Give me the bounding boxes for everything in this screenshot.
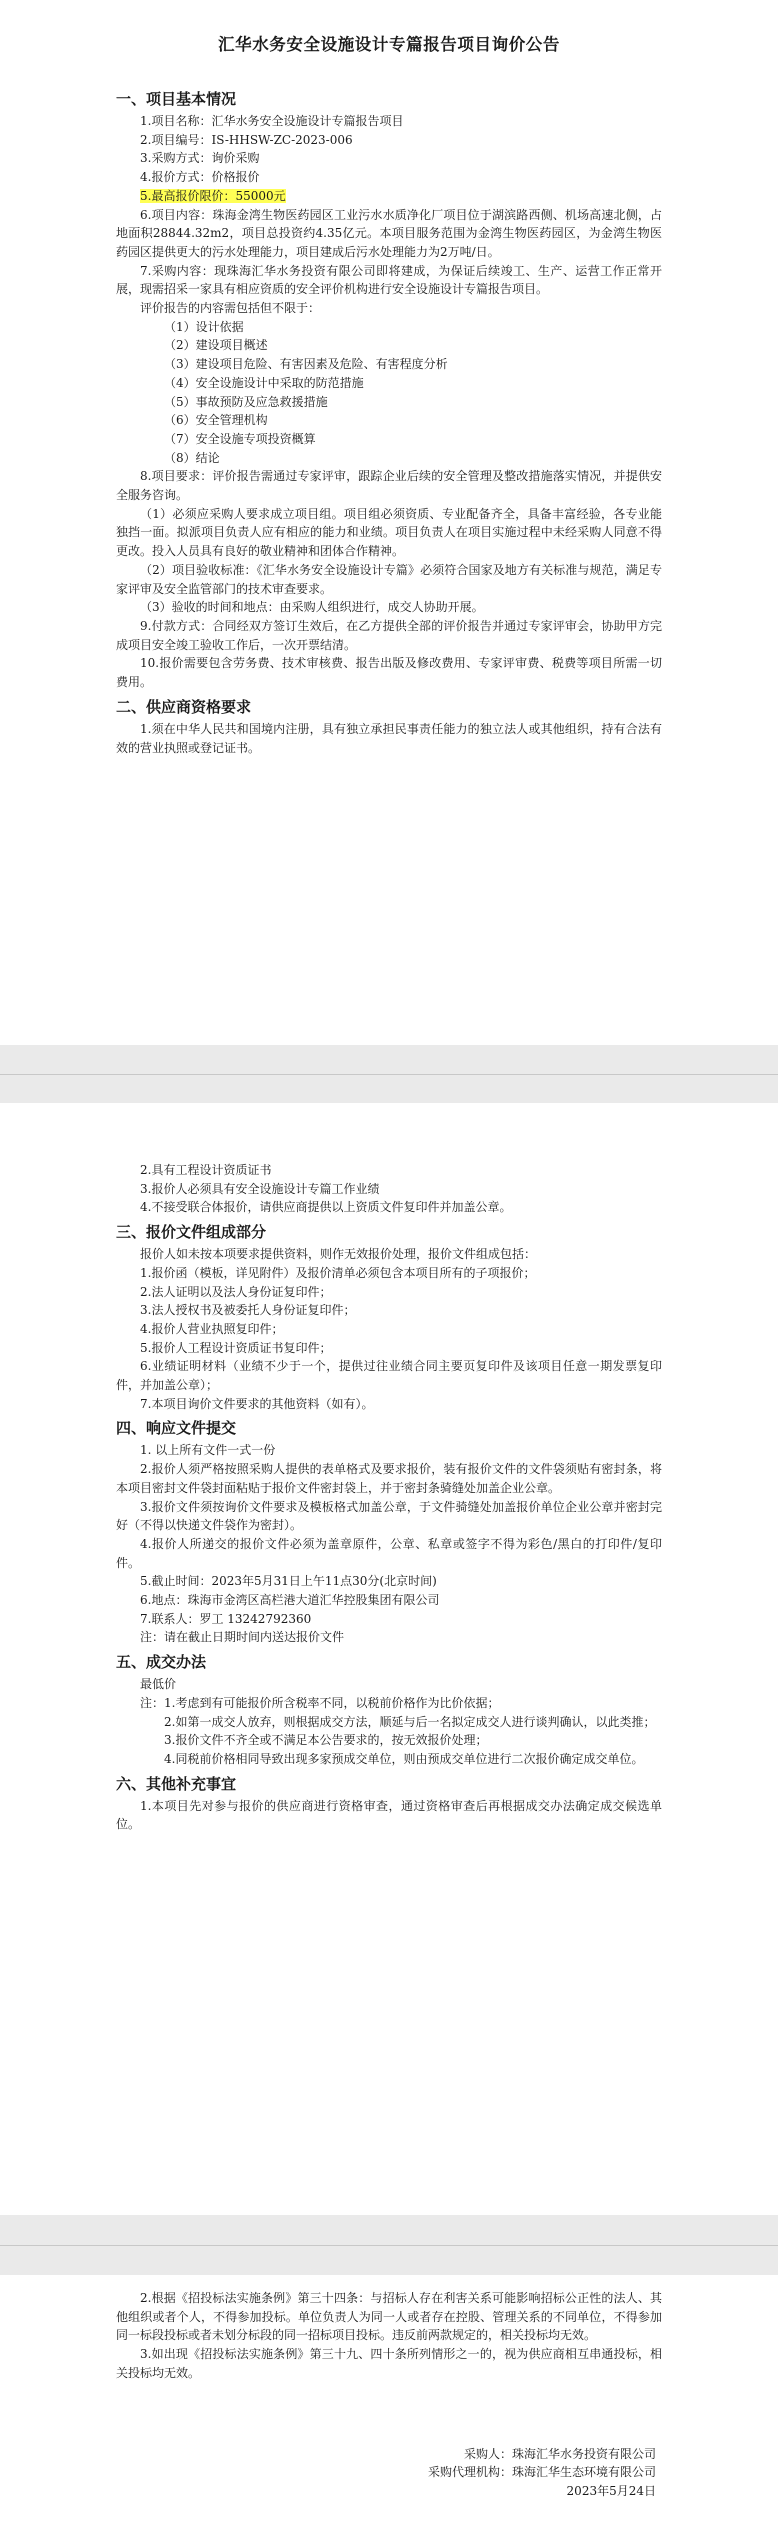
submission-note: 注：请在截止日期时间内送达报价文件 [140, 1630, 345, 1645]
list-item: 2.报价人须严格按照采购人提供的表单格式及要求报价，装有报价文件的文件袋须贴有密封条，将本项目密封文件袋封面粘贴于报价文件密封袋上，并于密封条骑缝处加盖企业公章。 [116, 1462, 662, 1495]
list-item: 1.报价函（模板，详见附件）及报价清单必须包含本项目所有的子项报价； [140, 1265, 536, 1280]
project-requirement-3: （3）验收的时间和地点：由采购人组织进行，成交人协助开展。 [140, 600, 484, 615]
purchaser: 采购人：珠海汇华水务投资有限公司 [463, 2446, 656, 2461]
page-3 [0, 2275, 778, 2521]
award-note-2: 2.如第一成交人放弃，则根据成交方法，顺延与后一名拟定成交人进行谈判确认，以此类推； [164, 1714, 656, 1729]
section-2-heading: 二、供应商资格要求 [116, 697, 252, 716]
page-separator [0, 2215, 778, 2275]
project-number: 2.项目编号：IS-HHSW-ZC-2023-006 [140, 132, 353, 147]
project-requirement-1: （1）必须应采购人要求成立项目组。项目组必须资质、专业配备齐全，具备丰富经验，各专业能独挡一面。拟派项目负责人应有相应的能力和业绩。项目负责人在项目实施过程中未经采购人同意不得更改。投入人员具有良好的敬业精神和团体合作精神。 [116, 506, 662, 559]
report-scope-intro: 评价报告的内容需包括但不限于： [140, 301, 321, 316]
section-3-heading: 三、报价文件组成部分 [116, 1223, 267, 1242]
quote-method: 4.报价方式：价格报价 [140, 170, 260, 185]
qualification-2: 2.具有工程设计资质证书 [140, 1163, 272, 1177]
list-item: （6）安全管理机构 [164, 413, 268, 428]
price-inclusions: 10.报价需要包含劳务费、技术审核费、报告出版及修改费用、专家评审费、税费等项目所需一切费用。 [116, 656, 662, 690]
award-note-1: 注：1.考虑到有可能报价所含税率不同，以税前价格作为比价依据； [140, 1695, 500, 1710]
list-item: （3）建设项目危险、有害因素及危险、有害程度分析 [164, 357, 448, 372]
project-requirement-2: （2）项目验收标准：《汇华水务安全设施设计专篇》必须符合国家及地方有关标准与规范，满足专家评审及安全监管部门的技术审查要求。 [116, 562, 662, 596]
award-note-3: 3.报价文件不齐全或不满足本公告要求的，按无效报价处理； [164, 1733, 488, 1748]
award-method: 最低价 [140, 1677, 177, 1692]
list-item: 2.法人证明以及法人身份证复印件； [140, 1284, 332, 1299]
list-item: （8）结论 [164, 450, 220, 465]
page-1 [0, 0, 778, 1045]
project-name: 1.项目名称：汇华水务安全设施设计专篇报告项目 [140, 114, 404, 128]
section-4-heading: 四、响应文件提交 [116, 1419, 237, 1438]
list-item: 6.业绩证明材料（业绩不少于一个，提供过往业绩合同主要页复印件及该项目任意一期发票复印件，并加盖公章）； [116, 1359, 662, 1393]
supplementary-1: 1.本项目先对参与报价的供应商进行资格审查，通过资格审查后再根据成交办法确定成交候选单位。 [116, 1798, 662, 1832]
deadline: 5.截止时间：2023年5月31日上午11点30分(北京时间) [140, 1574, 437, 1589]
max-price-limit: 5.最高报价限价：55000元 [140, 188, 286, 203]
procurement-method: 3.采购方式：询价采购 [140, 151, 260, 166]
procurement-content: 7.采购内容：现珠海汇华水务投资有限公司即将建成，为保证后续竣工、生产、运营工作正常开展，现需招采一家具有相应资质的安全评价机构进行安全设施设计专篇报告项目。 [116, 263, 662, 297]
qualification-3: 3.报价人必须具有安全设施设计专篇工作业绩 [140, 1181, 380, 1196]
supplementary-2: 2.根据《招投标法实施条例》第三十四条：与招标人存在利害关系可能影响招标公正性的法人、其他组织或者个人，不得参加投标。单位负责人为同一人或者存在控股、管理关系的不同单位，不得参加同一标段投标或者未划分标段的同一招标项目投标。违反前两款规定的，相关投标均无效。 [116, 2291, 662, 2343]
procurement-agent: 采购代理机构：珠海汇华生态环境有限公司 [427, 2465, 656, 2480]
list-item: （2）建设项目概述 [164, 338, 268, 353]
list-item: 4.报价人营业执照复印件； [140, 1321, 284, 1336]
list-item: （4）安全设施设计中采取的防范措施 [164, 375, 364, 390]
section-5-heading: 五、成交办法 [116, 1653, 207, 1672]
qualification-1: 1.须在中华人民共和国境内注册，具有独立承担民事责任能力的独立法人或其他组织，持有合法有效的营业执照或登记证书。 [116, 721, 662, 755]
award-note-4: 4.同税前价格相同导致出现多家预成交单位，则由预成交单位进行二次报价确定成交单位。 [164, 1751, 644, 1766]
page-2 [0, 1103, 778, 2215]
section-6-heading: 六、其他补充事宜 [116, 1774, 237, 1793]
project-content: 6.项目内容：珠海金湾生物医药园区工业污水水质净化厂项目位于湖滨路西侧、机场高速北侧，占地面积28844.32m2，项目总投资约4.35亿元。本项目服务范围为金湾生物医药园区，为金湾生物医药园区提供更大的污水处理能力，项目建成后污水处理能力为2万吨/日。 [116, 207, 662, 259]
list-item: 3.报价文件须按询价文件要求及模板格式加盖公章，于文件骑缝处加盖报价单位企业公章并密封完好（不得以快递文件袋作为密封）。 [116, 1499, 662, 1533]
supplementary-3: 3.如出现《招投标法实施条例》第三十九、四十条所列情形之一的，视为供应商相互串通投标，相关投标均无效。 [116, 2347, 662, 2380]
contact: 7.联系人：罗工 13242792360 [140, 1611, 312, 1626]
list-item: 4.报价人所递交的报价文件必须为盖章原件，公章、私章或签字不得为彩色/黑白的打印件/复印件。 [116, 1536, 662, 1570]
location: 6.地点：珠海市金湾区高栏港大道汇华控股集团有限公司 [140, 1593, 440, 1608]
page-separator [0, 1045, 778, 1103]
list-item: （7）安全设施专项投资概算 [164, 431, 316, 446]
list-item: 1. 以上所有文件一式一份 [140, 1443, 276, 1458]
list-item: 7.本项目询价文件要求的其他资料（如有）。 [140, 1396, 374, 1411]
project-requirements: 8.项目要求：评价报告需通过专家评审，跟踪企业后续的安全管理及整改措施落实情况，并提供安全服务咨询。 [116, 469, 662, 503]
list-item: （1）设计依据 [164, 319, 244, 334]
list-item: 5.报价人工程设计资质证书复印件； [140, 1340, 332, 1355]
payment-terms: 9.付款方式：合同经双方签订生效后，在乙方提供全部的评价报告并通过专家评审会，协助甲方完成项目安全竣工验收工作后，一次开票结清。 [116, 618, 662, 652]
page-title: 汇华水务安全设施设计专篇报告项目询价公告 [218, 35, 560, 54]
list-item: 3.法人授权书及被委托人身份证复印件； [140, 1303, 356, 1318]
list-item: （5）事故预防及应急救援措施 [164, 394, 328, 409]
qualification-4: 4.不接受联合体报价，请供应商提供以上资质文件复印件并加盖公章。 [140, 1200, 512, 1215]
document-intro: 报价人如未按本项要求提供资料，则作无效报价处理，报价文件组成包括： [140, 1247, 537, 1262]
section-1-heading: 一、项目基本情况 [116, 90, 237, 108]
announcement-date: 2023年5月24日 [566, 2483, 656, 2498]
